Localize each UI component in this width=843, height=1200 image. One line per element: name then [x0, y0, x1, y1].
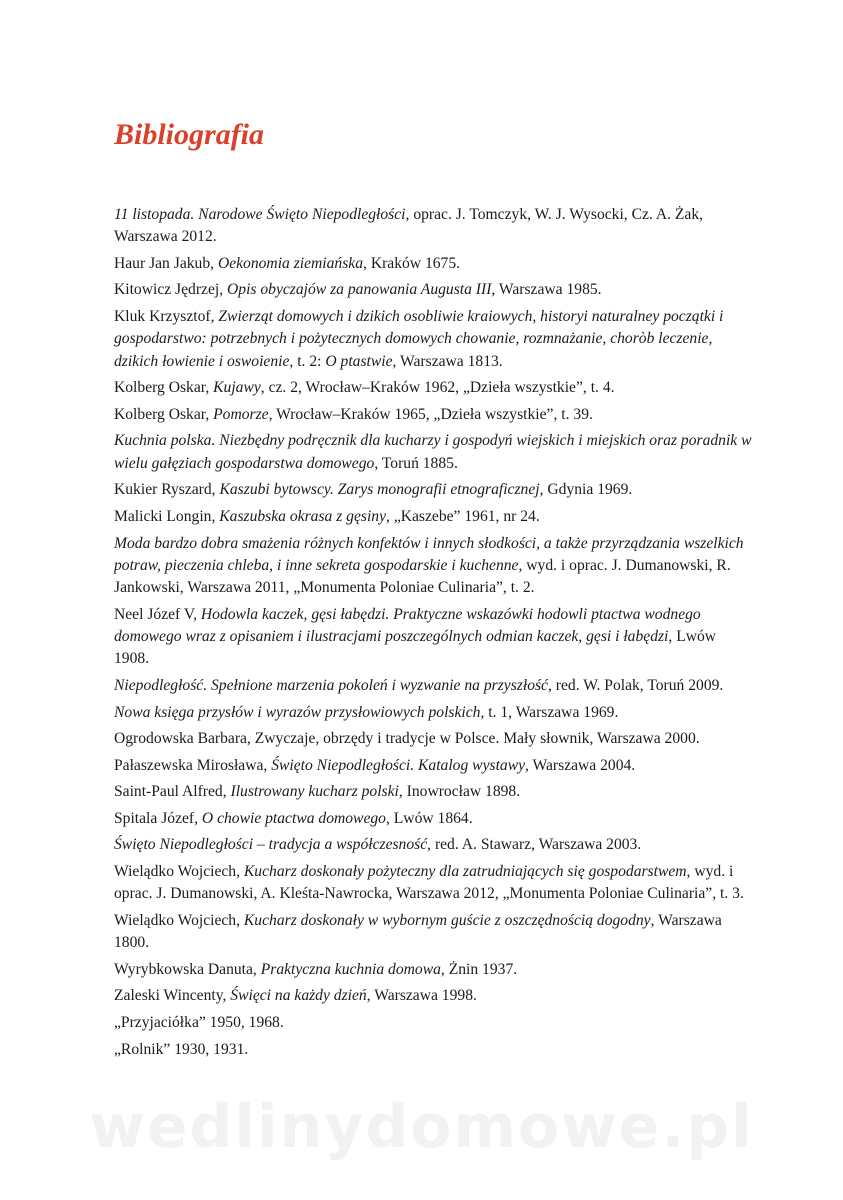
- bibliography-entry: [114, 755, 754, 777]
- entry-text: , wyd. i oprac. J. Dumanowski, A. Kleśta-Nawrocka, Warszawa 2012, „Monumenta Poloniae Culinaria”, t. 3.: [114, 863, 744, 903]
- bibliography-list: [114, 204, 754, 1065]
- bibliography-entry: [114, 702, 754, 724]
- entry-text: , Warszawa 2004.: [525, 756, 636, 774]
- entry-title-text: Moda bardzo dobra smażenia różnych konfektów i innych słodkości, a także przyrządzania wszelkich potraw, pieczenia chleba, i inne sekreta gospodarskie i kuchenne: [114, 534, 744, 574]
- entry-title-text: Ilustrowany kucharz polski: [230, 783, 399, 801]
- entry-title-text: Kujawy: [213, 379, 261, 397]
- entry-text: Kolberg Oskar,: [114, 379, 214, 397]
- entry-text: , Żnin 1937.: [440, 960, 518, 978]
- bibliography-entry: [114, 377, 754, 399]
- entry-title-text: O chowie ptactwa domowego: [201, 809, 386, 827]
- bibliography-entry: [114, 404, 754, 426]
- bibliography-entry: [114, 430, 754, 475]
- bibliography-entry: [114, 985, 754, 1007]
- entry-text: , Warszawa 1813.: [392, 352, 503, 370]
- entry-text: , wyd. i oprac. J. Dumanowski, R. Jankowski, Warszawa 2011, „Monumenta Poloniae Culinaria”, t. 2.: [114, 556, 731, 597]
- entry-title-text: Oekonomia ziemiańska: [217, 254, 364, 272]
- entry-title-text: Kaszubi bytowscy. Zarys monografii etnograficznej: [219, 481, 540, 499]
- entry-text: , Gdynia 1969.: [539, 481, 633, 499]
- entry-text: , Warszawa 1985.: [491, 281, 602, 299]
- bibliography-entry: [114, 1012, 754, 1034]
- entry-text: , Lwów 1864.: [385, 809, 473, 827]
- entry-title-text: Praktyczna kuchnia domowa: [260, 960, 441, 978]
- entry-title-text: Opis obyczajów za panowania Augusta III: [227, 281, 492, 299]
- entry-text: , „Kaszebe” 1961, nr 24.: [386, 507, 540, 525]
- bibliography-entry: [114, 910, 754, 955]
- bibliography-entry: [114, 204, 754, 249]
- bibliography-entry: [114, 1039, 754, 1061]
- bibliography-entry: [114, 861, 754, 906]
- entry-text: „Rolnik” 1930, 1931.: [114, 1040, 249, 1058]
- entry-text: , Wrocław–Kraków 1965, „Dzieła wszystkie”, t. 39.: [268, 405, 593, 423]
- bibliography-entry: [114, 675, 754, 697]
- entry-text: Wielądko Wojciech,: [114, 863, 244, 881]
- entry-text: Ogrodowska Barbara, Zwyczaje, obrzędy i tradycje w Polsce. Mały słownik, Warszawa 2000.: [114, 730, 700, 748]
- bibliography-entry: [114, 834, 754, 856]
- bibliography-entry: [114, 808, 754, 830]
- entry-text: , Lwów 1908.: [114, 628, 717, 668]
- bibliography-entry: [114, 533, 754, 600]
- entry-text: Haur Jan Jakub,: [114, 254, 218, 272]
- entry-title-text: Zwierząt domowych i dzikich osobliwie kraiowych, historyi naturalney początki i gospodarstwo: potrzebnych i pożytecznych domowych chowanie, rozmnażanie, choròb leczenie, dzikich łowienie i oswoienie: [114, 308, 724, 370]
- entry-text: „Przyjaciółka” 1950, 1968.: [114, 1014, 284, 1032]
- entry-title-text: Kucharz doskonały w wybornym guście z oszczędnością dogodny: [243, 911, 651, 929]
- entry-text: , red. W. Polak, Toruń 2009.: [547, 676, 724, 694]
- entry-title-text: Kucharz doskonały pożyteczny dla zatrudniających się gospodarstwem: [243, 863, 687, 881]
- entry-text: Neel Józef V,: [114, 605, 201, 623]
- entry-title-text: Kaszubska okrasa z gęsiny: [219, 507, 387, 525]
- entry-text: Kluk Krzysztof,: [114, 308, 219, 326]
- entry-text: Saint-Paul Alfred,: [114, 783, 231, 801]
- bibliography-entry: [114, 506, 754, 528]
- entry-text: , oprac. J. Tomczyk, W. J. Wysocki, Cz. A. Żak, Warszawa 2012.: [114, 206, 704, 246]
- page-title: Bibliografia: [114, 118, 265, 151]
- entry-text: Spitala Józef,: [114, 809, 202, 827]
- entry-text: Wyrybkowska Danuta,: [114, 960, 261, 978]
- bibliography-entry: [114, 604, 754, 671]
- bibliography-entry: [114, 959, 754, 981]
- entry-title-text: Święci na każdy dzień: [230, 987, 367, 1005]
- entry-text: , Inowrocław 1898.: [398, 783, 521, 801]
- bibliography-entry: [114, 479, 754, 501]
- entry-title-text: Niepodległość. Spełnione marzenia pokoleń i wyzwanie na przyszłość: [114, 676, 548, 694]
- entry-text: Kukier Ryszard,: [114, 481, 220, 499]
- bibliography-entry: [114, 306, 754, 373]
- entry-text: Kitowicz Jędrzej,: [114, 281, 228, 299]
- bibliography-entry: [114, 728, 754, 750]
- entry-text: , t. 2:: [289, 352, 326, 370]
- bibliography-entry: [114, 781, 754, 803]
- entry-text: Kolberg Oskar,: [114, 405, 214, 423]
- entry-title-text: O ptastwie: [325, 352, 393, 370]
- entry-text: Malicki Longin,: [114, 507, 220, 525]
- entry-text: Zaleski Wincenty,: [114, 987, 231, 1005]
- entry-text: , Kraków 1675.: [363, 254, 461, 272]
- watermark: wedlinydomowe.pl: [89, 1092, 754, 1162]
- bibliography-entry: [114, 279, 754, 301]
- entry-title-text: Nowa księga przysłów i wyrazów przysłowiowych polskich: [114, 703, 481, 721]
- entry-title-text: Hodowla kaczek, gęsi łabędzi. Praktyczne wskazówki hodowli ptactwa wodnego domowego wraz z opisaniem i ilustracjami poszczególnych odmian kaczek, gęsi i łabędzi: [114, 605, 701, 646]
- entry-text: , t. 1, Warszawa 1969.: [480, 703, 619, 721]
- entry-text: , Warszawa 1998.: [366, 987, 477, 1005]
- entry-text: Pałaszewska Mirosława,: [114, 756, 272, 774]
- entry-title-text: Kuchnia polska. Niezbędny podręcznik dla kucharzy i gospodyń wiejskich i miejskich oraz poradnik w wielu gałęziach gospodarstwa domowego: [114, 432, 752, 472]
- entry-title-text: 11 listopada. Narodowe Święto Niepodległości: [114, 206, 406, 223]
- entry-text: , red. A. Stawarz, Warszawa 2003.: [427, 836, 642, 854]
- entry-title-text: Święto Niepodległości – tradycja a współczesność: [114, 836, 428, 854]
- entry-text: Wielądko Wojciech,: [114, 911, 244, 929]
- entry-text: , Toruń 1885.: [374, 454, 458, 472]
- entry-text: , Warszawa 1800.: [114, 911, 722, 952]
- bibliography-entry: [114, 253, 754, 275]
- entry-text: , cz. 2, Wrocław–Kraków 1962, „Dzieła wszystkie”, t. 4.: [260, 379, 615, 397]
- entry-title-text: Święto Niepodległości. Katalog wystawy: [271, 756, 526, 774]
- entry-title-text: Pomorze: [213, 405, 269, 423]
